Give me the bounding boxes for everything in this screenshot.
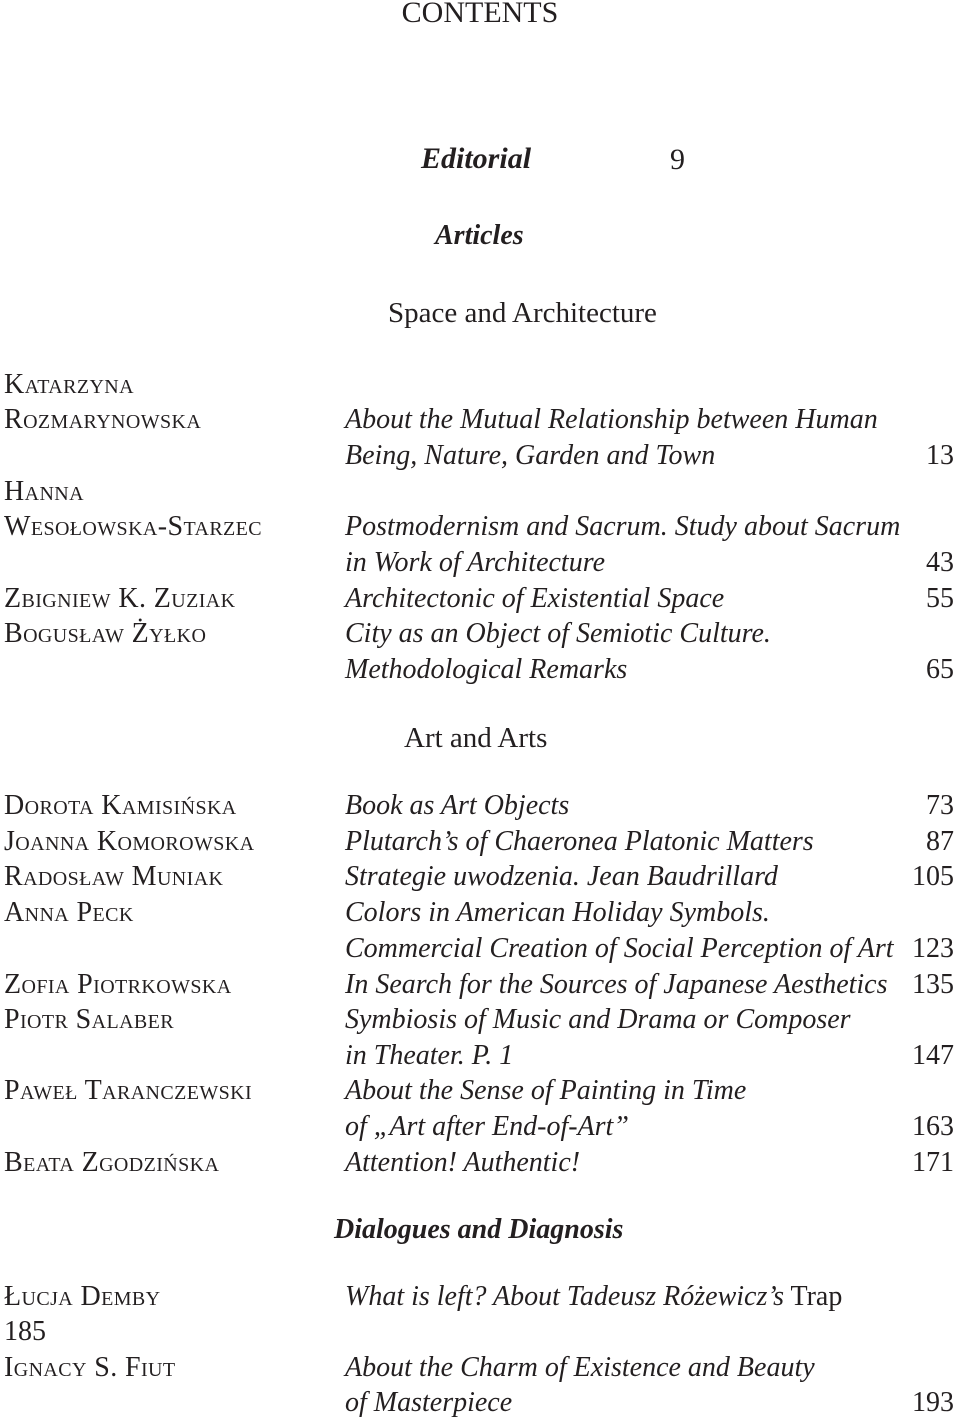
page-number: 135: [912, 969, 954, 1000]
page-number: 123: [912, 933, 954, 964]
article-title[interactable]: Attention! Authentic!: [345, 1147, 581, 1178]
author-name: Hanna: [4, 476, 84, 507]
article-title[interactable]: in Work of Architecture: [345, 547, 605, 578]
page-number: 55: [926, 583, 954, 614]
page-number: 73: [926, 790, 954, 821]
page-number: 105: [912, 861, 954, 892]
author-name: Joanna Komorowska: [4, 826, 255, 857]
section-dialogues-diagnosis: Dialogues and Diagnosis: [334, 1214, 624, 1245]
article-title[interactable]: in Theater. P. 1: [345, 1040, 514, 1071]
article-title-italic: What is left? About Tadeusz Różewicz’s: [345, 1281, 784, 1312]
article-title[interactable]: Architectonic of Existential Space: [345, 583, 725, 614]
author-name: Katarzyna: [4, 369, 134, 400]
article-title[interactable]: Plutarch’s of Chaeronea Platonic Matters: [345, 826, 814, 857]
editorial-page: 9: [670, 143, 685, 176]
article-title[interactable]: City as an Object of Semiotic Culture.: [345, 618, 771, 649]
article-title[interactable]: About the Charm of Existence and Beauty: [345, 1352, 815, 1383]
section-art-and-arts: Art and Arts: [404, 722, 548, 754]
article-title[interactable]: Postmodernism and Sacrum. Study about Sacrum: [345, 511, 901, 542]
author-name: Bogusław Żyłko: [4, 618, 207, 649]
page-number: 171: [912, 1147, 954, 1178]
author-name: Łucja Demby: [4, 1281, 161, 1312]
article-title[interactable]: About the Sense of Painting in Time: [345, 1075, 747, 1106]
article-title-roman: Trap: [783, 1281, 843, 1312]
author-name: Zofia Piotrkowska: [4, 969, 232, 1000]
articles-heading: Articles: [435, 220, 524, 251]
editorial-label[interactable]: Editorial: [421, 142, 532, 175]
page-number: 185: [4, 1316, 46, 1347]
author-name: Piotr Salaber: [4, 1004, 175, 1035]
author-name: Rozmarynowska: [4, 404, 202, 435]
page-number: 147: [912, 1040, 954, 1071]
author-name: Anna Peck: [4, 897, 134, 928]
article-title[interactable]: Book as Art Objects: [345, 790, 570, 821]
page-title: CONTENTS: [401, 0, 559, 29]
author-name: Zbigniew K. Zuziak: [4, 583, 236, 614]
article-title[interactable]: About the Mutual Relationship between Human: [345, 404, 878, 435]
page-number: 87: [926, 826, 954, 857]
page-number: 163: [912, 1111, 954, 1142]
article-title[interactable]: [345, 1281, 842, 1313]
article-title[interactable]: Methodological Remarks: [345, 654, 628, 685]
page-number: 193: [912, 1387, 954, 1418]
article-title[interactable]: of Masterpiece: [345, 1387, 513, 1418]
article-title[interactable]: Being, Nature, Garden and Town: [345, 440, 716, 471]
author-name: Beata Zgodzińska: [4, 1147, 220, 1178]
author-name: Ignacy S. Fiut: [4, 1352, 176, 1383]
article-title[interactable]: Symbiosis of Music and Drama or Composer: [345, 1004, 851, 1035]
page-number: 65: [926, 654, 954, 685]
author-name: Wesołowska-Starzec: [4, 511, 263, 542]
author-name: Radosław Muniak: [4, 861, 224, 892]
author-name: Paweł Taranczewski: [4, 1075, 253, 1106]
article-title[interactable]: Commercial Creation of Social Perception of Art: [345, 933, 894, 964]
page-number: 43: [926, 547, 954, 578]
page-number: 13: [926, 440, 954, 471]
author-name: Dorota Kamisińska: [4, 790, 237, 821]
section-space-architecture: Space and Architecture: [388, 297, 657, 329]
article-title[interactable]: Colors in American Holiday Symbols.: [345, 897, 770, 928]
article-title[interactable]: Strategie uwodzenia. Jean Baudrillard: [345, 861, 778, 892]
article-title[interactable]: of „Art after End-of-Art”: [345, 1111, 629, 1142]
article-title[interactable]: In Search for the Sources of Japanese Aesthetics: [345, 969, 888, 1000]
